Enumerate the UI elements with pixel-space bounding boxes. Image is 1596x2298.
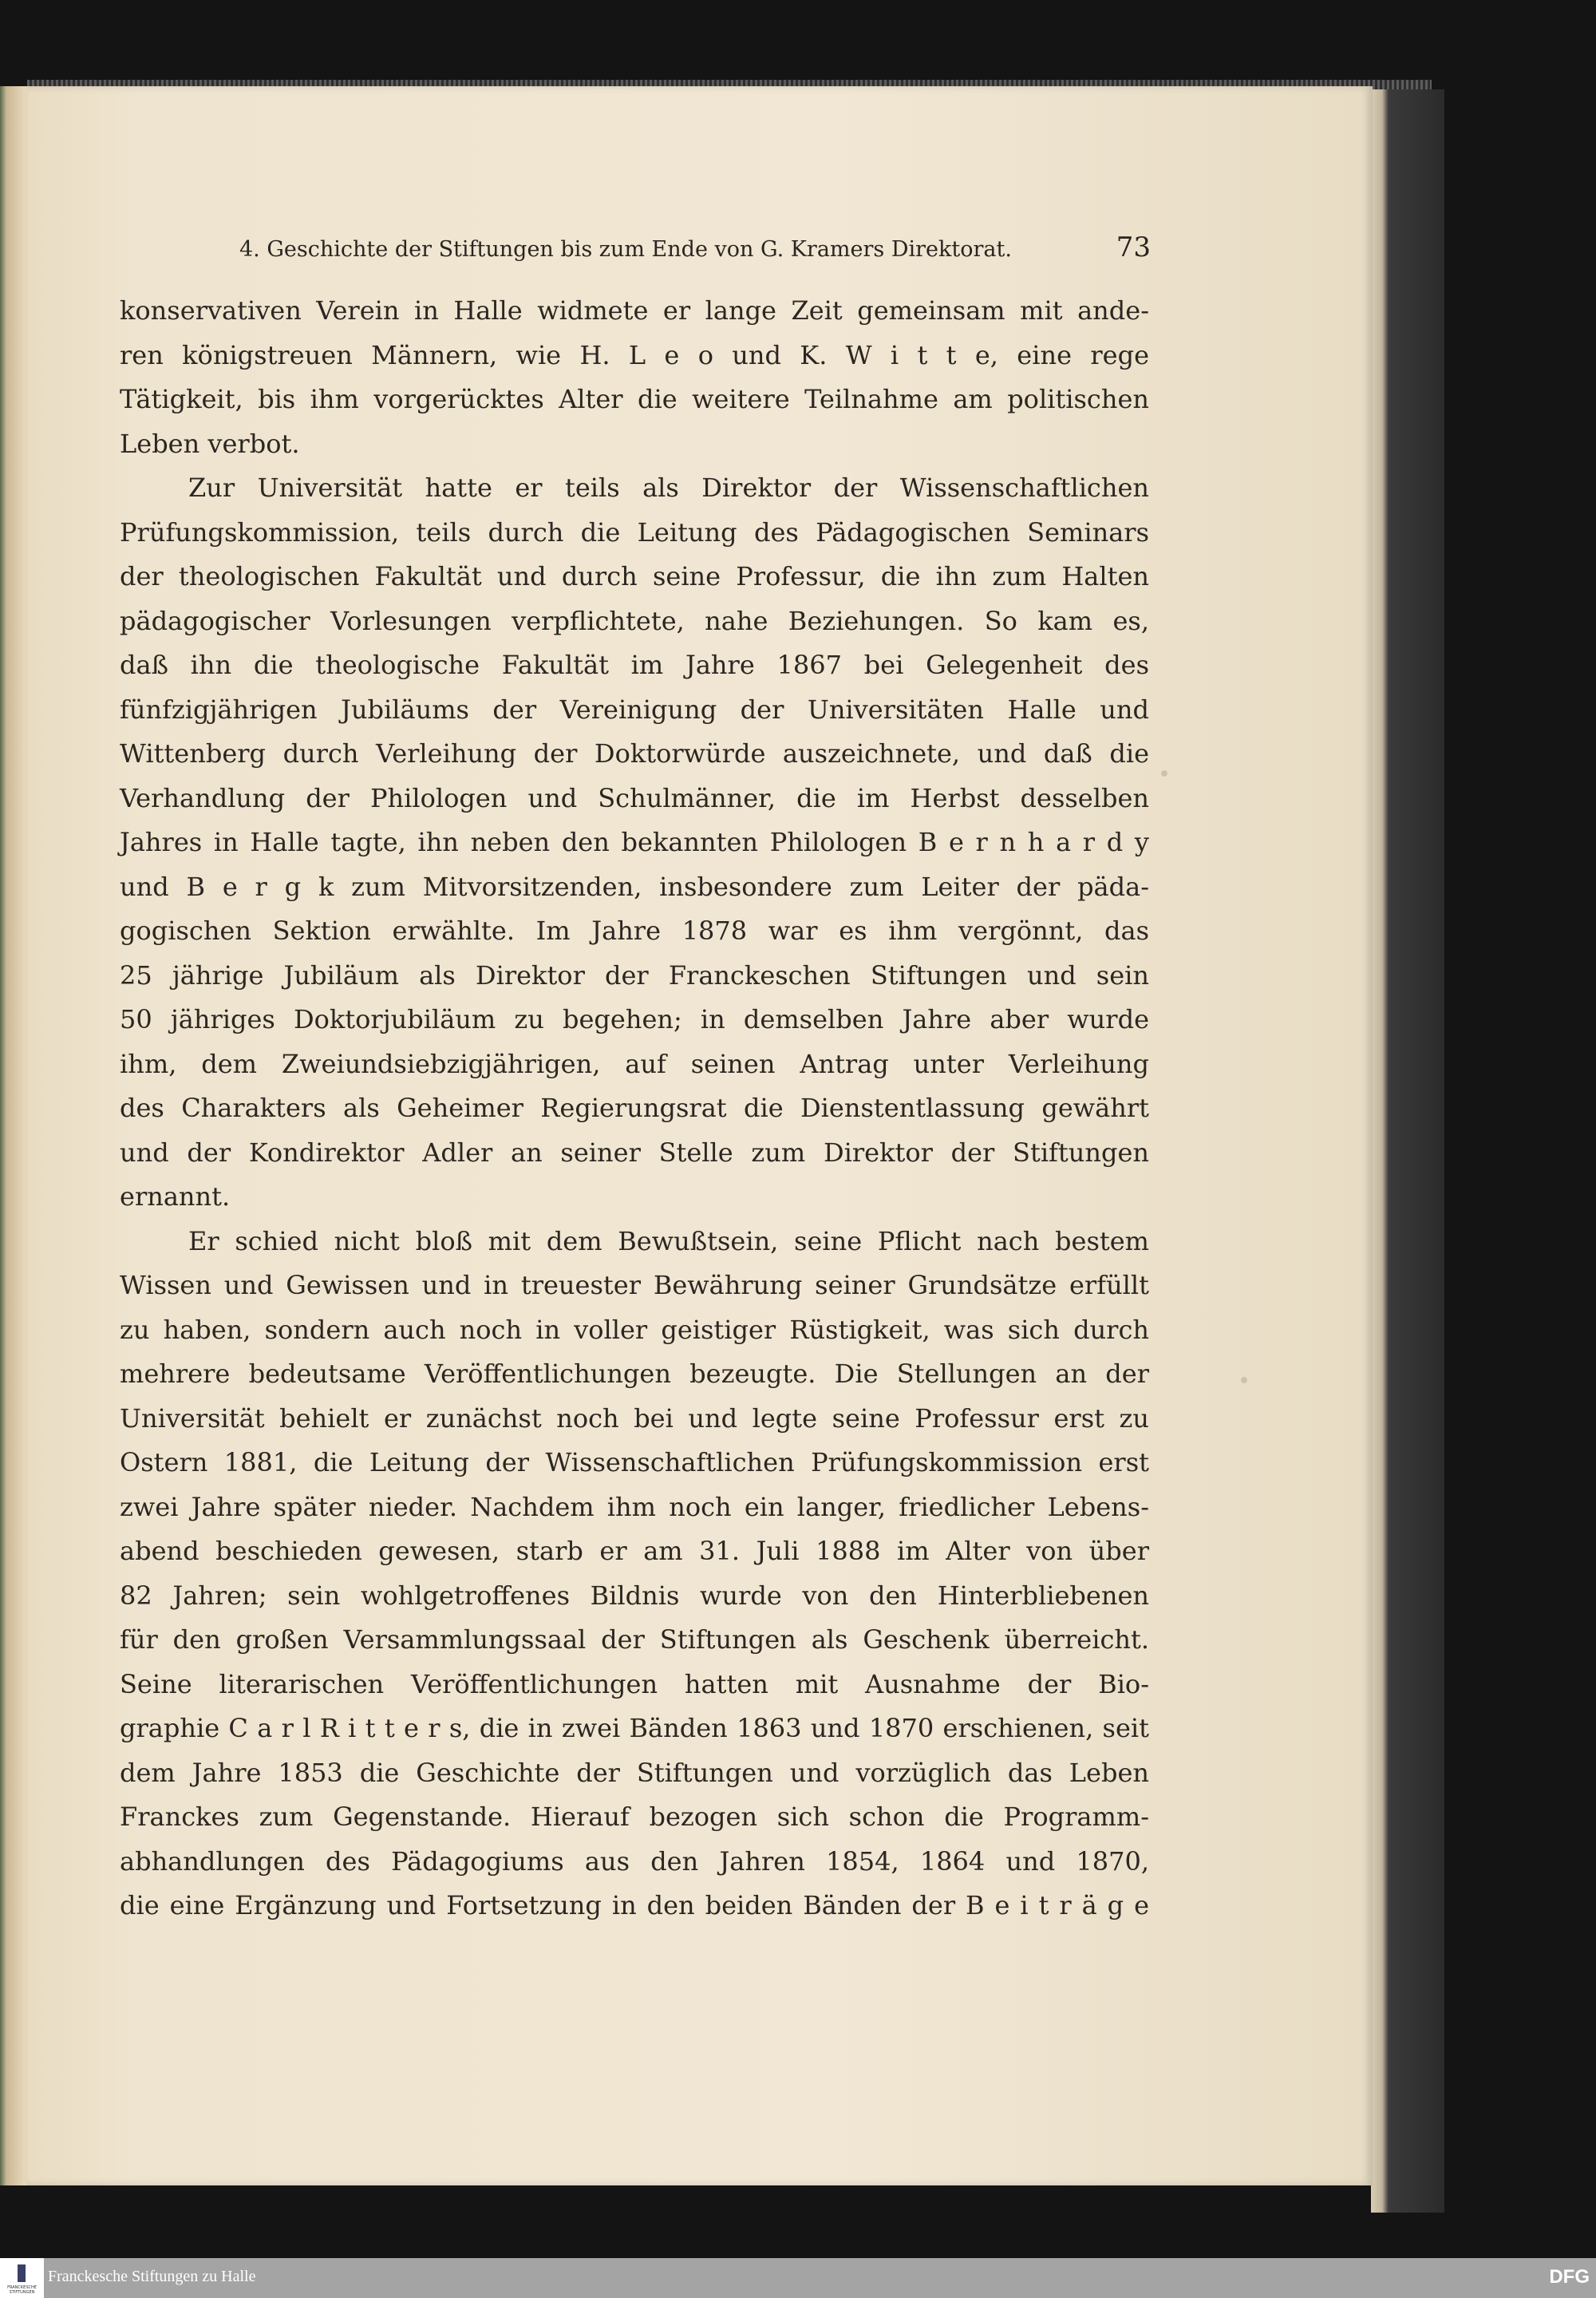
text-line: Zur Universität hatte er teils als Direktor der Wissenschaftlichen xyxy=(188,473,1149,503)
paper-speck xyxy=(1161,770,1167,777)
text-line: zwei Jahre später nieder. Nachdem ihm noch ein langer, friedlicher Lebens- xyxy=(120,1491,1149,1522)
text-line: Franckes zum Gegenstande. Hierauf bezogen sich schon die Programm- xyxy=(120,1802,1149,1832)
facing-page-edge xyxy=(0,86,27,2185)
logo-figure-icon xyxy=(18,2264,26,2282)
viewer-footer xyxy=(0,2258,1596,2298)
institution-name: Franckesche Stiftungen zu Halle xyxy=(48,2268,256,2285)
text-line: pädagogischer Vorlesungen verpflichtete, nahe Beziehungen. So kam es, xyxy=(120,605,1149,636)
text-line: 25 jährige Jubiläum als Direktor der Franckeschen Stiftungen und sein xyxy=(120,959,1149,991)
text-line: ernannt. xyxy=(120,1181,231,1212)
book-cover xyxy=(1371,89,1444,2213)
text-line: gogischen Sektion erwählte. Im Jahre 1878 war es ihm vergönnt, das xyxy=(120,916,1149,946)
text-line: des Charakters als Geheimer Regierungsrat die Dienstentlassung gewährt xyxy=(120,1093,1149,1123)
text-line: Prüfungskommission, teils durch die Leitung des Pädagogischen Seminars xyxy=(120,516,1149,548)
text-line: Tätigkeit, bis ihm vorgerücktes Alter die weitere Teilnahme am politischen xyxy=(120,384,1149,414)
text-line: Leben verbot. xyxy=(120,428,300,459)
text-line: Ostern 1881, die Leitung der Wissenschaftlichen Prüfungskommission erst xyxy=(120,1447,1149,1477)
running-header xyxy=(239,231,1151,263)
text-line: ren königstreuen Männern, wie H. L e o und K. W i t t e, eine rege xyxy=(120,339,1149,370)
text-line: und B e r g k zum Mitvorsitzenden, insbesondere zum Leiter der päda- xyxy=(120,871,1149,902)
text-line: mehrere bedeutsame Veröffentlichungen bezeugte. Die Stellungen an der xyxy=(120,1359,1149,1389)
text-line: ihm, dem Zweiundsiebzigjährigen, auf seinen Antrag unter Verleihung xyxy=(120,1048,1149,1079)
text-line: für den großen Versammlungssaal der Stiftungen als Geschenk überreicht. xyxy=(120,1624,1149,1655)
text-line: Universität behielt er zunächst noch bei und legte seine Professur erst zu xyxy=(120,1402,1149,1434)
text-line: dem Jahre 1853 die Geschichte der Stiftungen und vorzüglich das Leben xyxy=(120,1757,1149,1788)
running-title: 4. Geschichte der Stiftungen bis zum Ende von G. Kramers Direktorat. xyxy=(239,237,1012,262)
institution-logo xyxy=(0,2258,44,2298)
text-line: 82 Jahren; sein wohlgetroffenes Bildnis wurde von den Hinterbliebenen xyxy=(120,1580,1149,1611)
text-line: Wittenberg durch Verleihung der Doktorwürde auszeichnete, und daß die xyxy=(120,738,1149,769)
text-line: abend beschieden gewesen, starb er am 31. Juli 1888 im Alter von über xyxy=(120,1536,1149,1566)
text-line: die eine Ergänzung und Fortsetzung in den beiden Bänden der B e i t r ä g e xyxy=(120,1890,1149,1920)
text-line: Wissen und Gewissen und in treuester Bewährung seiner Grundsätze erfüllt xyxy=(120,1270,1149,1300)
text-line: 50 jähriges Doktorjubiläum zu begehen; in demselben Jahre aber wurde xyxy=(120,1004,1149,1034)
text-line: der theologischen Fakultät und durch seine Professur, die ihn zum Halten xyxy=(120,561,1149,591)
text-line: fünfzigjährigen Jubiläums der Vereinigung der Universitäten Halle und xyxy=(120,694,1149,725)
text-line: graphie C a r l R i t t e r s, die in zwei Bänden 1863 und 1870 erschienen, seit xyxy=(120,1713,1149,1743)
text-line: Jahres in Halle tagte, ihn neben den bekannten Philologen B e r n h a r d y xyxy=(120,827,1149,857)
paper-speck xyxy=(1241,1377,1247,1383)
text-line: zu haben, sondern auch noch in voller geistiger Rüstigkeit, was sich durch xyxy=(120,1314,1149,1345)
text-line: Er schied nicht bloß mit dem Bewußtsein, seine Pflicht nach bestem xyxy=(188,1225,1149,1256)
text-line: konservativen Verein in Halle widmete er lange Zeit gemeinsam mit ande- xyxy=(120,295,1149,326)
text-line: Seine literarischen Veröffentlichungen hatten mit Ausnahme der Bio- xyxy=(120,1668,1149,1699)
dfg-logo: DFG xyxy=(1549,2266,1590,2288)
body-text xyxy=(120,289,1149,1928)
text-line: und der Kondirektor Adler an seiner Stelle zum Direktor der Stiftungen xyxy=(120,1137,1149,1168)
text-line: Verhandlung der Philologen und Schulmänner, die im Herbst desselben xyxy=(120,782,1149,813)
page-number: 73 xyxy=(1116,231,1151,263)
logo-caption: FRANCKESCHE STIFTUNGEN xyxy=(7,2285,37,2295)
text-line: daß ihn die theologische Fakultät im Jahre 1867 bei Gelegenheit des xyxy=(120,650,1149,680)
text-line: abhandlungen des Pädagogiums aus den Jahren 1854, 1864 und 1870, xyxy=(120,1845,1149,1877)
